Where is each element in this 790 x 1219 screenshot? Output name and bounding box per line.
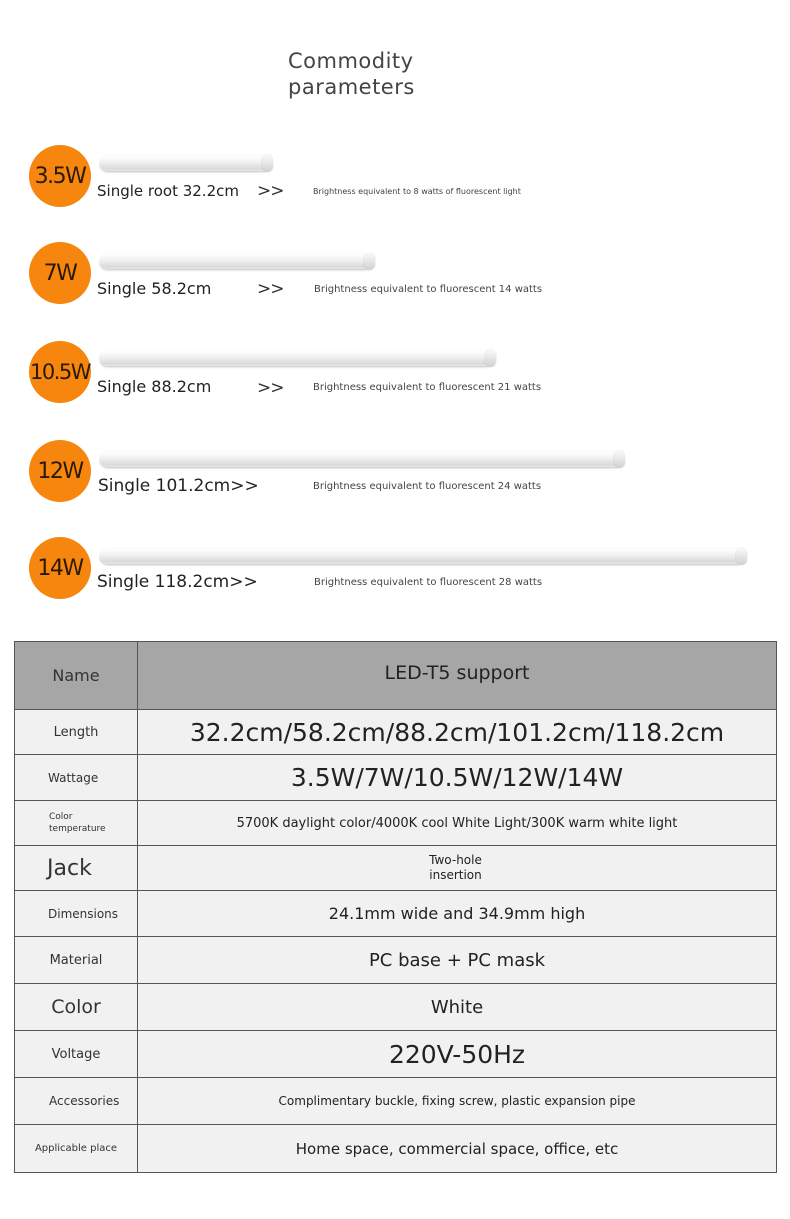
section-title	[288, 48, 415, 100]
table-row	[15, 1078, 777, 1125]
product-length-text: Single 101.2cm>>	[98, 476, 259, 496]
table-row	[15, 891, 777, 937]
product-length-text: Single 58.2cm	[97, 279, 212, 298]
table-row	[15, 1031, 777, 1078]
param-key: Applicable place	[15, 1125, 138, 1173]
param-value: LED-T5 support	[138, 642, 777, 710]
table-row	[15, 710, 777, 755]
param-value: 220V-50Hz	[138, 1031, 777, 1078]
param-value: 3.5W/7W/10.5W/12W/14W	[138, 755, 777, 801]
product-row-3-5w	[0, 145, 790, 225]
tube-image	[100, 452, 622, 467]
param-key: Jack	[15, 846, 138, 891]
wattage-badge: 12W	[29, 440, 91, 502]
param-key: Color	[15, 984, 138, 1031]
tube-image	[100, 351, 493, 366]
product-length-text: Single 118.2cm>>	[97, 572, 258, 592]
param-value: White	[138, 984, 777, 1031]
title-line-2: parameters	[288, 75, 415, 99]
product-row-10-5w	[0, 341, 790, 421]
param-value: Two-hole insertion	[138, 846, 777, 891]
table-row	[15, 846, 777, 891]
brightness-text: Brightness equivalent to fluorescent 28 watts	[314, 577, 543, 588]
param-key: Wattage	[15, 755, 138, 801]
arrow-marker: >>	[257, 181, 284, 201]
brightness-text: Brightness equivalent to fluorescent 21 watts	[313, 382, 542, 393]
parameters-table	[14, 641, 777, 1173]
table-row	[15, 984, 777, 1031]
brightness-text: Brightness equivalent to fluorescent 24 watts	[313, 481, 542, 492]
tube-image	[100, 254, 372, 269]
product-row-7w	[0, 242, 790, 322]
brightness-text: Brightness equivalent to 8 watts of fluorescent light	[313, 187, 521, 196]
param-key: Dimensions	[15, 891, 138, 937]
param-key: Accessories	[15, 1078, 138, 1125]
table-row	[15, 801, 777, 846]
arrow-marker: >>	[257, 378, 284, 398]
param-value: Home space, commercial space, office, etc	[138, 1125, 777, 1173]
table-row	[15, 642, 777, 710]
product-row-12w	[0, 440, 790, 520]
param-value: Complimentary buckle, fixing screw, plastic expansion pipe	[138, 1078, 777, 1125]
wattage-badge: 3.5W	[29, 145, 91, 207]
param-value: 24.1mm wide and 34.9mm high	[138, 891, 777, 937]
param-key: Material	[15, 937, 138, 984]
product-length-text: Single root 32.2cm	[97, 182, 239, 200]
table-row	[15, 755, 777, 801]
param-key: Voltage	[15, 1031, 138, 1078]
product-length-text: Single 88.2cm	[97, 377, 212, 396]
param-value: 5700K daylight color/4000K cool White Light/300K warm white light	[138, 801, 777, 846]
param-key: Color temperature	[15, 801, 138, 846]
param-key: Length	[15, 710, 138, 755]
tube-image	[100, 549, 744, 564]
param-value: 32.2cm/58.2cm/88.2cm/101.2cm/118.2cm	[138, 710, 777, 755]
wattage-badge: 14W	[29, 537, 91, 599]
table-row	[15, 937, 777, 984]
tube-image	[100, 156, 270, 171]
brightness-text: Brightness equivalent to fluorescent 14 watts	[314, 284, 543, 295]
wattage-badge: 10.5W	[29, 341, 91, 403]
title-line-1: Commodity	[288, 49, 414, 73]
arrow-marker: >>	[257, 279, 284, 299]
param-value: PC base + PC mask	[138, 937, 777, 984]
wattage-badge: 7W	[29, 242, 91, 304]
table-row	[15, 1125, 777, 1173]
param-key: Name	[15, 642, 138, 710]
product-row-14w	[0, 537, 790, 617]
